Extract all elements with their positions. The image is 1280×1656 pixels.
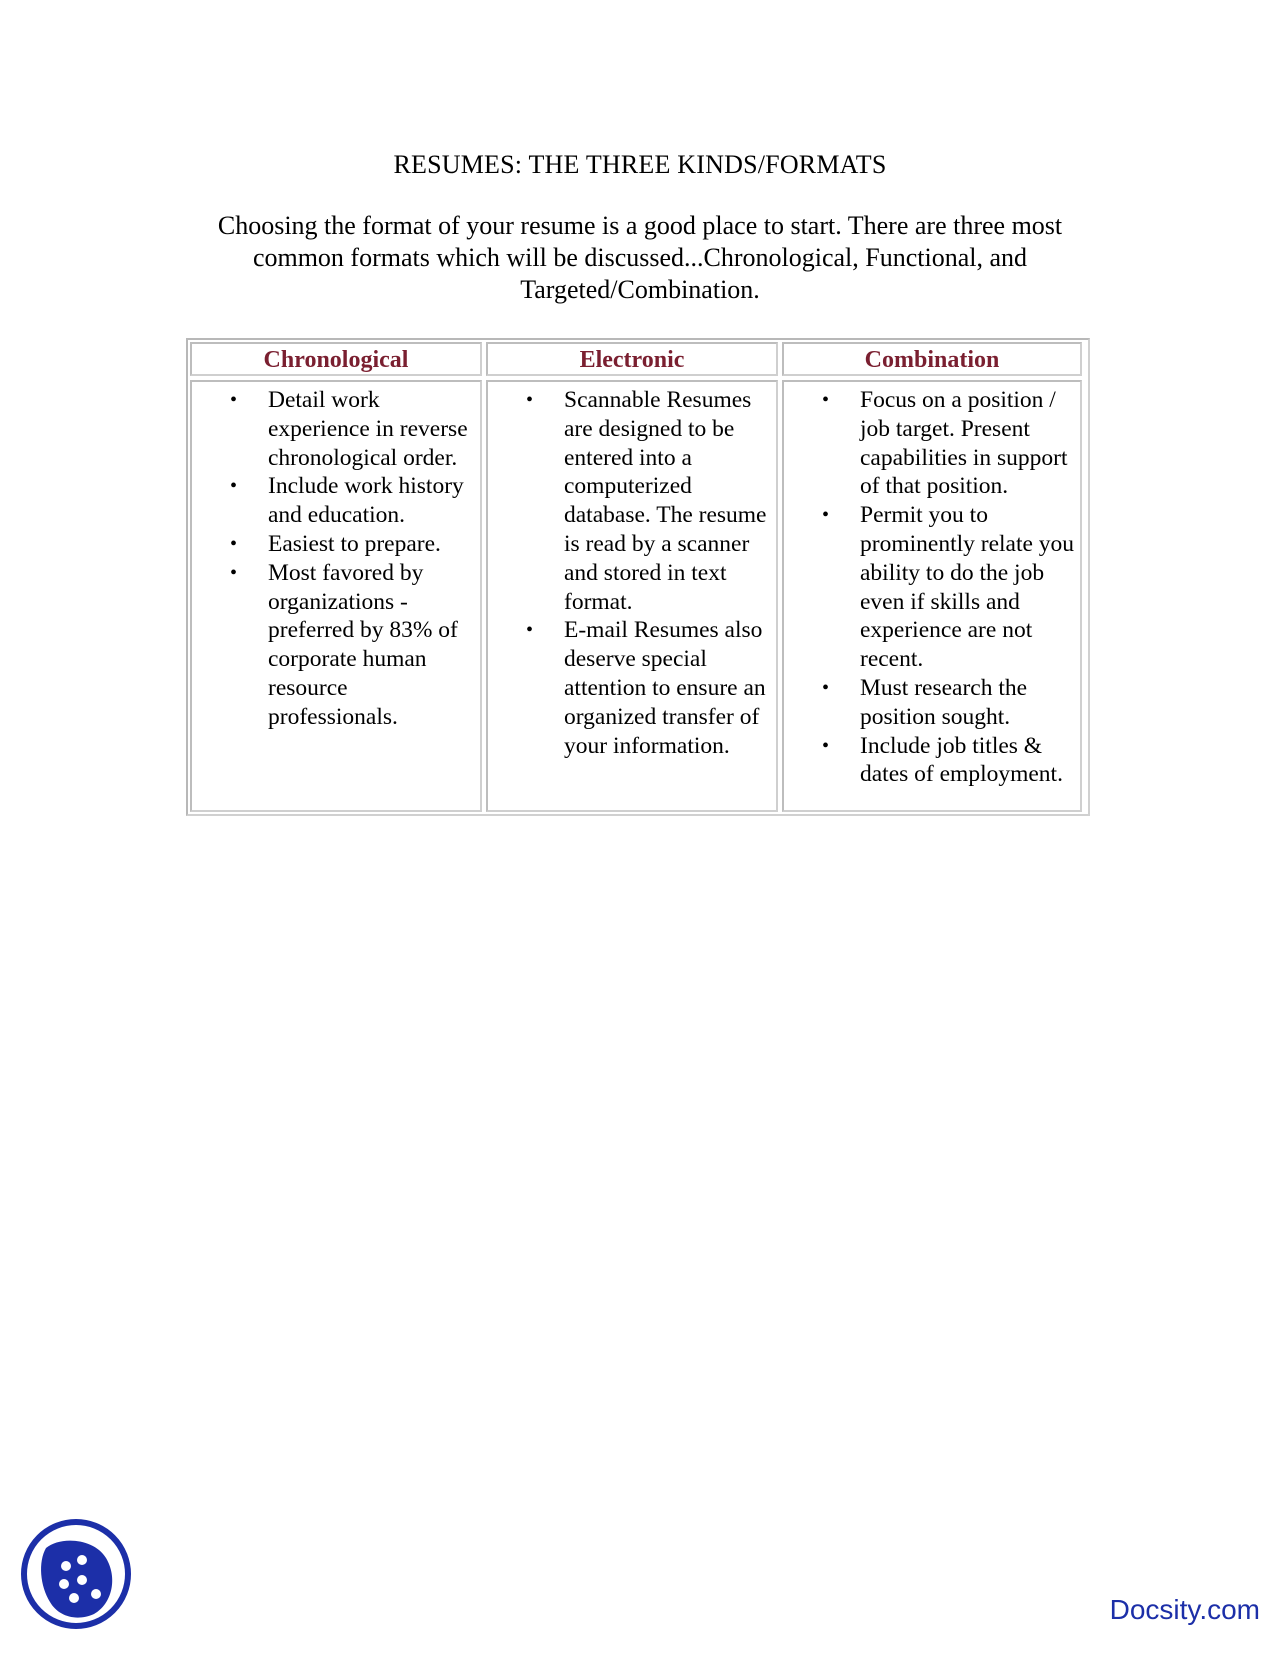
list-item: • Include work history and education. (268, 472, 480, 530)
list-item: • Focus on a position / job target. Present capabilities in support of that position. (860, 386, 1080, 501)
docsity-brand-link[interactable]: Docsity.com (1109, 1594, 1260, 1625)
docsity-logo-icon[interactable] (20, 1518, 132, 1630)
list-item: • Easiest to prepare. (268, 530, 480, 559)
list-item: • E-mail Resumes also deserve special attention to ensure an organized transfer of your information. (564, 616, 776, 760)
chronological-list (192, 386, 480, 732)
list-item: • Must research the position sought. (860, 674, 1080, 732)
table-body-row (188, 378, 1088, 814)
combination-list (784, 386, 1080, 789)
cell-electronic (486, 380, 778, 812)
electronic-list (488, 386, 776, 760)
table-header-row (188, 340, 1088, 378)
cell-chronological (190, 380, 482, 812)
header-chronological: Chronological (190, 342, 482, 376)
list-item: • Include job titles & dates of employment. (860, 732, 1080, 790)
list-item: • Permit you to prominently relate you ability to do the job even if skills and experience are not recent. (860, 501, 1080, 674)
list-item: • Detail work experience in reverse chronological order. (268, 386, 480, 472)
list-item: • Most favored by organizations - preferred by 83% of corporate human resource professionals. (268, 559, 480, 732)
cell-combination (782, 380, 1082, 812)
intro-paragraph: Choosing the format of your resume is a good place to start. There are three most common formats which will be discussed...Chronological, Functional, and Targeted/Combination. (217, 211, 1063, 304)
page-title: RESUMES: THE THREE KINDS/FORMATS (393, 150, 887, 179)
header-electronic: Electronic (486, 342, 778, 376)
formats-table (186, 338, 1090, 816)
header-combination: Combination (782, 342, 1082, 376)
list-item: • Scannable Resumes are designed to be entered into a computerized database. The resume is read by a scanner and stored in text format. (564, 386, 776, 616)
